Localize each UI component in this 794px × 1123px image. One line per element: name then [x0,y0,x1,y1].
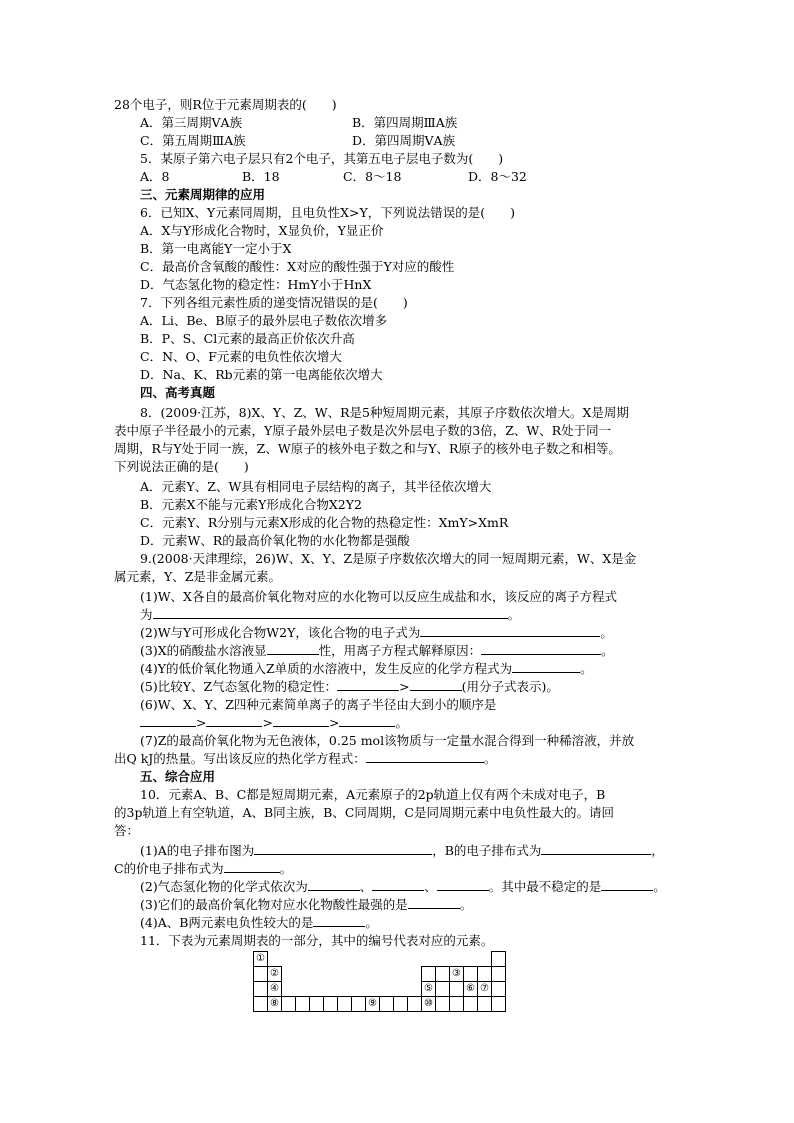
q9-part-1-line-1: (1)W、X各自的最高价氧化物对应的水化物可以反应生成盐和水，该反应的离子方程式 [140,589,617,604]
q10-part-3 [140,896,472,914]
q9-part-2 [140,624,613,642]
table-cell-5: ⑤ [422,982,436,997]
q10-part-1 [140,842,664,860]
period-mark: 。 [483,751,497,766]
table-cell [408,997,422,1012]
q5-option-d: D．8～32 [468,169,527,184]
q10-part-1-continued [114,860,292,878]
period-mark: 。 [580,661,593,676]
table-cell-10: ⑩ [422,997,436,1012]
period-mark: 。 [395,715,408,730]
question-7-stem: 7．下列各组元素性质的递变情况错误的是( ) [140,295,408,310]
q8-option-a: A．元素Y、Z、W具有相同电子层结构的离子，其半径依次增大 [140,479,492,494]
table-cell [492,967,506,982]
q10-part-3-text: (3)它们的最高价氧化物对应水化物酸性最强的是 [140,897,408,912]
answer-blank[interactable] [267,642,319,655]
question-8-line-4: 下列说法正确的是( ) [114,459,249,474]
q10-part-4 [140,914,378,932]
question-9-line-2: 属元素，Y、Z是非金属元素。 [114,569,281,584]
q9-part-7-line-1: (7)Z的最高价氧化物为无色液体，0.25 mol该物质与一定量水混合得到一种稀溶液，并放 [140,733,635,748]
answer-blank[interactable] [437,878,489,891]
q10-part-1-text-c: C的价电子排布式为 [114,861,224,876]
period-mark: 。 [488,879,502,894]
q9-part-6-answer [140,714,408,732]
q10-part-1-text-a: (1)A的电子排布图为 [140,843,255,858]
period-mark: 。 [365,915,378,930]
q10-part-2-text-a: (2)气态氢化物的化学式依次为 [140,879,308,894]
q9-part-5 [140,678,559,696]
q4-option-a: A．第三周期ⅤA族 [140,115,243,130]
q10-part-4-text: (4)A、B两元素电负性较大的是 [140,915,314,930]
section-5-heading: 五、综合应用 [140,769,216,784]
q10-part-1-text-b: ，B的电子排布式为 [432,843,542,858]
q5-option-b: B．18 [242,169,280,184]
question-8-line-1: 8．(2009·江苏，8)X、Y、Z、W、R是5种短周期元素，其原子序数依次增大。X是周期 [140,405,629,420]
greater-than-sign: > [328,715,340,730]
table-cell [254,997,268,1012]
answer-blank[interactable] [206,714,262,727]
table-cell [450,997,464,1012]
q7-option-b: B．P、S、Cl元素的最高正价依次升高 [140,331,355,346]
q9-part-5-text-a: (5)比较Y、Z气态氢化物的稳定性： [140,679,338,694]
answer-blank[interactable] [339,714,395,727]
q9-part-4 [140,660,593,678]
question-10-line-3: 答： [114,823,140,838]
table-cell [492,952,506,967]
table-cell [282,997,296,1012]
answer-blank[interactable] [273,714,329,727]
enum-comma: 、 [424,879,437,894]
answer-blank[interactable] [541,842,651,855]
question-5-stem: 5．某原子第六电子层只有2个电子，其第五电子层电子数为( ) [140,151,504,166]
table-cell [254,967,268,982]
answer-blank[interactable] [153,606,508,619]
table-cell [310,997,324,1012]
period-mark: 。 [507,607,521,622]
answer-blank[interactable] [308,878,360,891]
answer-blank[interactable] [420,624,600,637]
q9-part-1-prefix: 为 [140,607,153,622]
table-cell [464,997,478,1012]
q9-part-3 [140,642,614,660]
q5-option-c: C．8～18 [343,169,402,184]
answer-blank[interactable] [140,714,196,727]
table-cell [436,997,450,1012]
table-cell [436,967,450,982]
question-8-line-3: 周期，R与Y处于同一族，Z、W原子的核外电子数之和与Y、R原子的核外电子数之和相等。 [114,441,621,456]
period-mark: 。 [279,861,293,876]
period-mark: 。 [601,643,614,658]
q7-option-a: A．Li、Be、B原子的最外层电子数依次增多 [140,313,388,328]
q6-option-c: C．最高价含氧酸的酸性：X对应的酸性强于Y对应的酸性 [140,259,455,274]
table-cell-3: ③ [450,967,464,982]
q9-part-2-text: (2)W与Y可形成化合物W2Y，该化合物的电子式为 [140,625,421,640]
table-cell [492,982,506,997]
table-cell-2: ② [268,967,282,982]
table-cell-1: ① [254,952,268,967]
table-cell [478,967,492,982]
table-cell [436,982,450,997]
q6-option-a: A．X与Y形成化合物时，X显负价，Y显正价 [140,223,384,238]
question-8-line-2: 表中原子半径最小的元素，Y原子最外层电子数是次外层电子数的3倍，Z、W、R处于同一 [114,423,612,438]
answer-blank[interactable] [313,914,365,927]
answer-blank[interactable] [601,878,653,891]
q10-part-2-text-b: 其中最不稳定的是 [501,879,602,894]
section-3-heading: 三、元素周期律的应用 [140,187,266,202]
table-cell [380,997,394,1012]
section-4-heading: 四、高考真题 [140,385,216,400]
q8-option-c: C．元素Y、R分别与元素X形成的化合物的热稳定性：XmY>XmR [140,515,509,530]
question-10-line-1: 10．元素A、B、C都是短周期元素，A元素原子的2p轨道上仅有两个未成对电子，B [140,787,606,802]
period-mark: 。 [600,625,613,640]
table-cell-7: ⑦ [478,982,492,997]
question-6-stem: 6．已知X、Y元素同周期，且电负性X>Y，下列说法错误的是( ) [140,205,515,220]
q6-option-b: B．第一电离能Y一定小于X [140,241,292,256]
answer-blank[interactable] [512,660,580,673]
question-4-stem-tail: 28个电子，则R位于元素周期表的( ) [114,97,337,112]
q8-option-d: D．元素W、R的最高价氧化物的水化物都是强酸 [140,533,410,548]
question-10-line-2: 的3p轨道上有空轨道，A、B同主族，B、C同周期，C是同周期元素中电负性最大的。请回 [114,805,614,820]
q9-part-1-line-2 [140,606,520,624]
question-11-stem: 11．下表为元素周期表的一部分，其中的编号代表对应的元素。 [140,933,494,948]
q8-option-b: B．元素X不能与元素Y形成化合物X2Y2 [140,497,362,512]
table-cell [338,997,352,1012]
table-cell [464,967,478,982]
periodic-table-fragment [253,951,506,1012]
answer-blank[interactable] [366,750,484,763]
answer-blank[interactable] [337,678,399,691]
q9-part-5-text-b: (用分子式表示)。 [461,679,559,694]
table-cell [352,997,366,1012]
q9-part-3-text-a: (3)X的硝酸盐水溶液显 [140,643,267,658]
period-mark: 。 [653,879,666,894]
q7-option-d: D．Na、K、Rb元素的第一电离能依次增大 [140,367,383,382]
table-cell-6: ⑥ [464,982,478,997]
enum-comma: 、 [359,879,373,894]
table-cell [254,982,268,997]
comma-mark: ， [651,843,664,858]
greater-than-sign: > [262,715,273,730]
answer-blank[interactable] [224,860,280,873]
table-cell [394,997,408,1012]
q9-part-4-text: (4)Y的低价氧化物通入Z单质的水溶液中，发生反应的化学方程式为 [140,661,513,676]
table-cell-8: ⑧ [268,997,282,1012]
question-9-line-1: 9.(2008·天津理综，26)W、X、Y、Z是原子序数依次增大的同一短周期元素，W、X是金 [140,551,637,566]
table-cell-4: ④ [268,982,282,997]
answer-blank[interactable] [410,678,462,691]
period-mark: 。 [459,897,473,912]
q7-option-c: C．N、O、F元素的电负性依次增大 [140,349,342,364]
table-cell [478,997,492,1012]
table-cell [324,997,338,1012]
greater-than-sign: > [399,679,410,694]
q4-option-c: C．第五周期ⅢA族 [140,133,246,148]
greater-than-sign: > [196,715,207,730]
q10-part-2 [140,878,666,896]
answer-blank[interactable] [372,878,424,891]
q9-part-3-text-b: 性，用离子方程式解释原因： [318,643,482,658]
table-cell [492,997,506,1012]
table-cell [296,997,310,1012]
q4-option-d: D．第四周期ⅤA族 [352,133,456,148]
q4-option-b: B．第四周期ⅢA族 [352,115,458,130]
answer-blank[interactable] [481,642,601,655]
q9-part-6: (6)W、X、Y、Z四种元素简单离子的离子半径由大到小的顺序是 [140,697,497,712]
answer-blank[interactable] [254,842,432,855]
q9-part-7-line-2 [114,750,496,768]
q9-part-7-text: 出Q kJ的热量。写出该反应的热化学方程式： [114,751,366,766]
q6-option-d: D．气态氢化物的稳定性：HmY小于HnX [140,277,372,292]
table-cell-9: ⑨ [366,997,380,1012]
table-cell [422,967,436,982]
table-cell [450,982,464,997]
answer-blank[interactable] [408,896,460,909]
q5-option-a: A．8 [140,169,170,184]
